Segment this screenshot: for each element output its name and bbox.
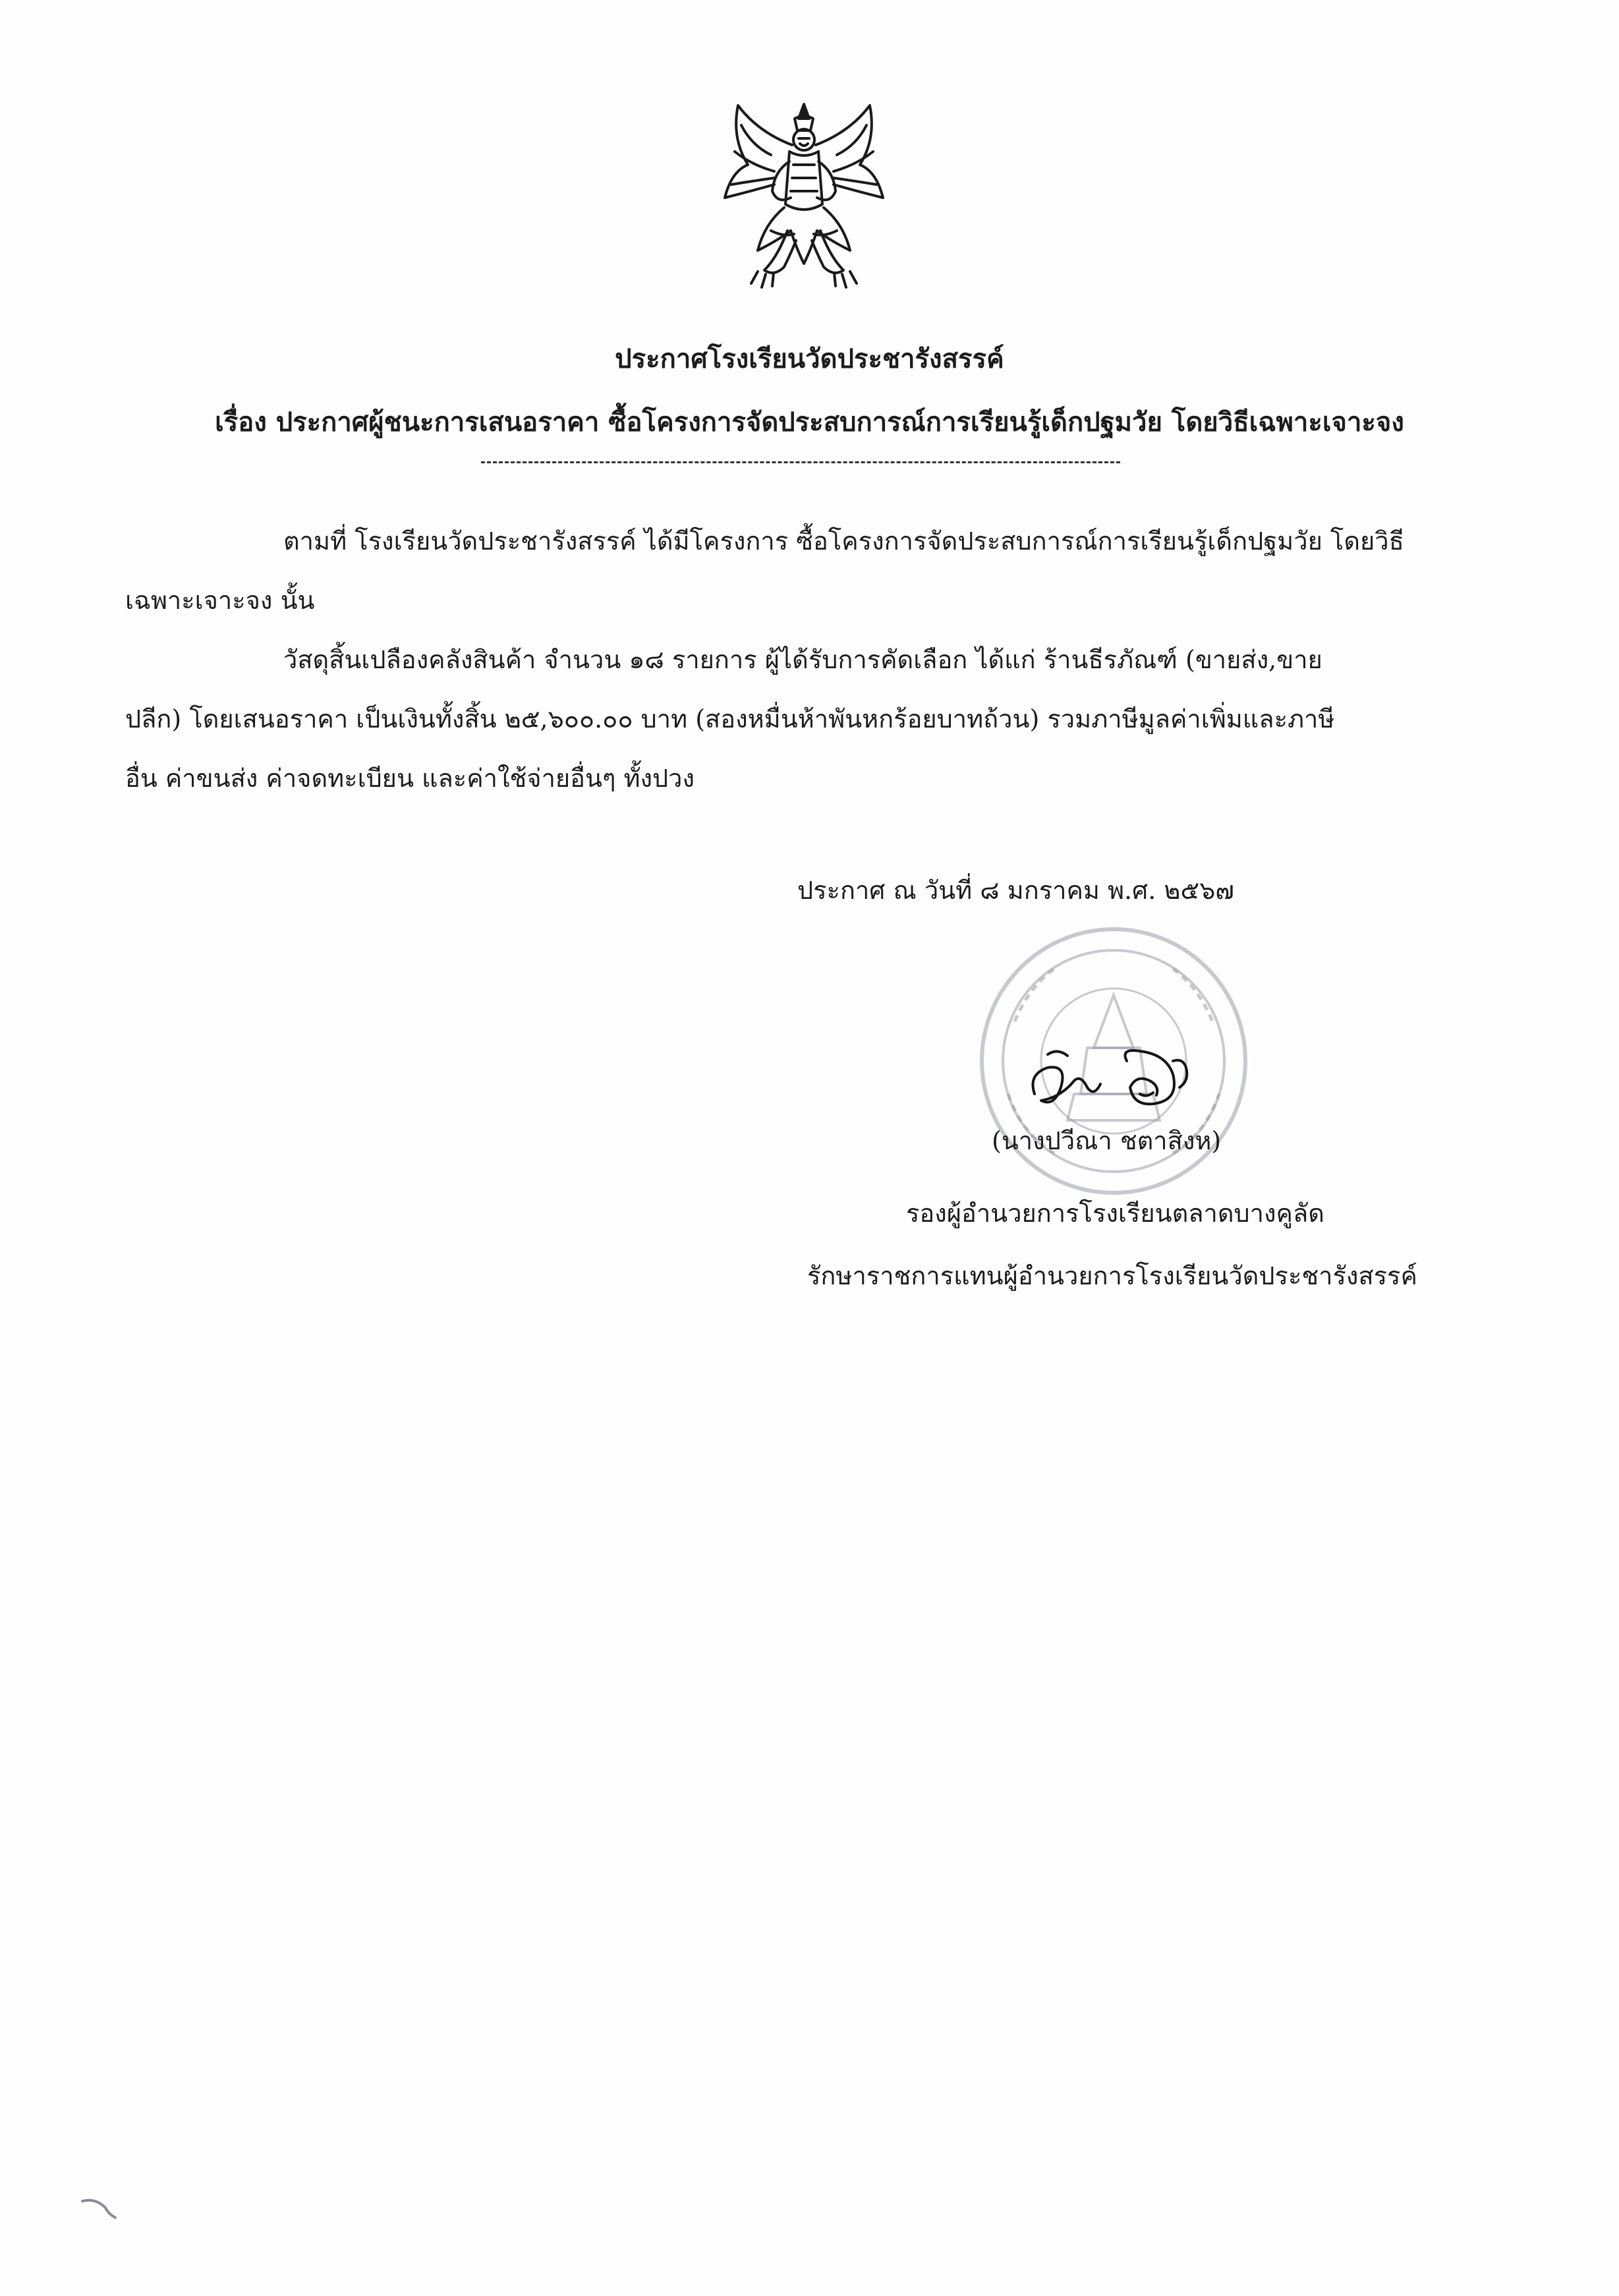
announcement-title: ประกาศโรงเรียนวัดประชารังสรรค์ — [615, 343, 1004, 374]
signer-position: รองผู้อำนวยการโรงเรียนตลาดบางคูลัด — [906, 1199, 1324, 1228]
scan-mark-icon — [79, 2195, 119, 2221]
paragraph-1-line-2: เฉพาะเจาะจง นั้น — [125, 586, 315, 615]
garuda-emblem-icon — [712, 99, 896, 297]
signer-acting-position: รักษาราชการแทนผู้อำนวยการโรงเรียนวัดประชารังสรรค์ — [807, 1261, 1417, 1290]
signer-name: (นางปวีณา ชตาสิงห) — [992, 1126, 1222, 1155]
paragraph-1-line-1: ตามที่ โรงเรียนวัดประชารังสรรค์ ได้มีโครงการ ซื้อโครงการจัดประสบการณ์การเรียนรู้เด็กปฐมวัย โดยวิธี — [283, 527, 1404, 556]
paragraph-2-line-2: ปลีก) โดยเสนอราคา เป็นเงินทั้งสิ้น ๒๕,๖๐๐.๐๐ บาท (สองหมื่นห้าพันหกร้อยบาทถ้วน) รวมภาษีมูลค่าเพิ่มและภาษี — [125, 704, 1335, 733]
paragraph-2-line-3: อื่น ค่าขนส่ง ค่าจดทะเบียน และค่าใช้จ่ายอื่นๆ ทั้งปวง — [125, 764, 695, 793]
paragraph-2-line-1: วัสดุสิ้นเปลืองคลังสินค้า จำนวน ๑๘ รายการ ผู้ได้รับการคัดเลือก ได้แก่ ร้านธีรภัณฑ์ (ขายส่ง,ขาย — [283, 645, 1322, 674]
announcement-date: ประกาศ ณ วันที่ ๘ มกราคม พ.ศ. ๒๕๖๗ — [797, 876, 1234, 905]
handwritten-signature — [1021, 1035, 1219, 1120]
separator-line — [481, 461, 1120, 463]
announcement-subject: เรื่อง ประกาศผู้ชนะการเสนอราคา ซื้อโครงการจัดประสบการณ์การเรียนรู้เด็กปฐมวัย โดยวิธีเฉพาะเจาะจง — [215, 407, 1404, 438]
